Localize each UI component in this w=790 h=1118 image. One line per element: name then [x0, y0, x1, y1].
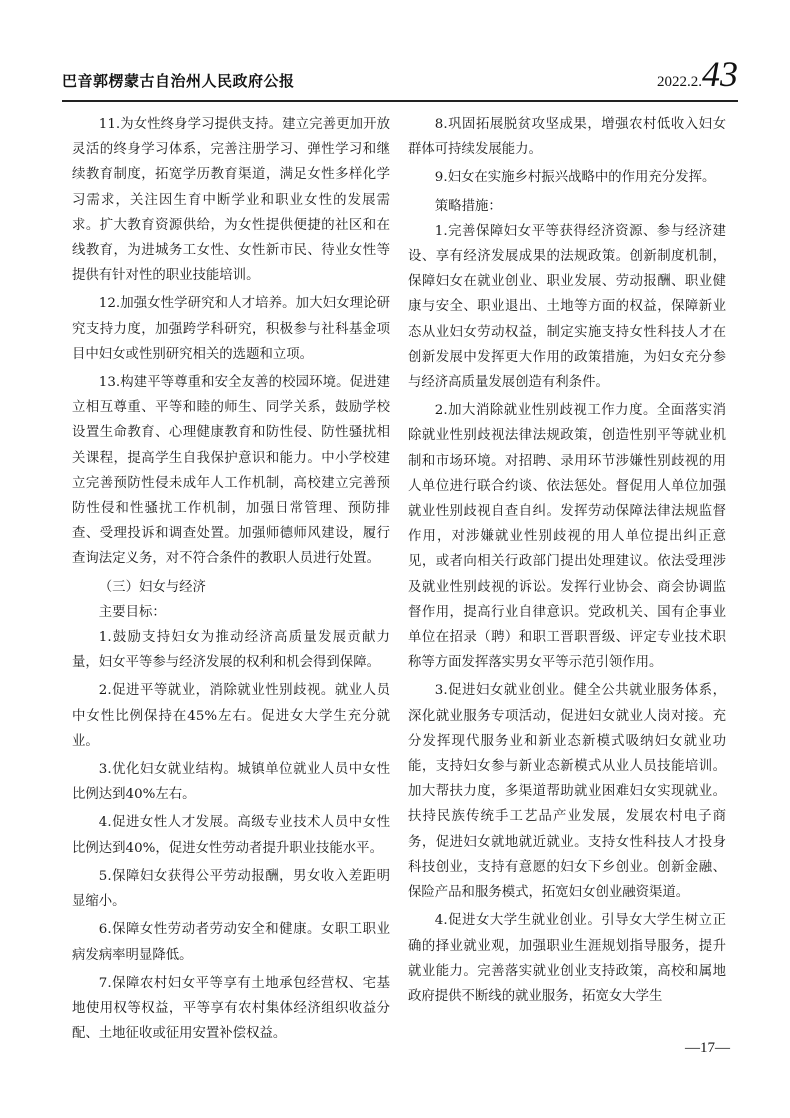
section-heading: （三）妇女与经济 — [98, 579, 206, 595]
issue-label — [657, 56, 738, 92]
paragraph: 1.鼓励支持妇女为推动经济高质量发展贡献力量，妇女平等参与经济发展的权利和机会得到保障。 — [72, 630, 390, 671]
publication-title: 巴音郭楞蒙古自治州人民政府公报 — [62, 72, 295, 90]
paragraph: 8.巩固拓展脱贫攻坚成果，增强农村低收入妇女群体可持续发展能力。 — [408, 117, 726, 158]
paragraph: 7.保障农村妇女平等享有土地承包经营权、宅基地使用权等权益，平等享有农村集体经济组织收益分配、土地征收或征用安置补偿权益。 — [72, 975, 390, 1042]
right-column — [408, 112, 726, 1012]
paragraph: 2.加大消除就业性别歧视工作力度。全面落实消除就业性别歧视法律法规政策，创造性别平等就业机制和市场环境。对招聘、录用环节涉嫌性别歧视的用人单位进行联合约谈、依法惩处。督促用人单位加强就业性别歧视自查自纠。发挥劳动保障法律法规监督作用，对涉嫌就业性别歧视的用人单位提出纠正意见，或者向相关行政部门提出处理建议。依法受理涉及就业性别歧视的诉讼。发挥行业协会、商会协调监督作用，提高行业自律意识。党政机关、国有企事业单位在招录（聘）和职工晋职晋级、评定专业技术职称等方面发挥落实男女平等示范引领作用。 — [408, 403, 726, 671]
paragraph: 12.加强女性学研究和人才培养。加大妇女理论研究支持力度，加强跨学科研究，积极参与社科基金项目中妇女或性别研究相关的选题和立项。 — [72, 296, 390, 362]
paragraph: 1.完善保障妇女平等获得经济资源、参与经济建设、享有经济发展成果的法规政策。创新制度机制，保障妇女在就业创业、职业发展、劳动报酬、职业健康与安全、职业退出、土地等方面的权益，保障新业态从业妇女劳动权益，制定实施支持女性科技人才在创新发展中发挥更大作用的政策措施，为妇女充分参与经济高质量发展创造有利条件。 — [408, 223, 726, 391]
paragraph: 3.促进妇女就业创业。健全公共就业服务体系，深化就业服务专项活动，促进妇女就业人岗对接。充分发挥现代服务业和新业态新模式吸纳妇女就业功能，支持妇女参与新业态新模式从业人员技能培训。加大帮扶力度，多渠道帮助就业困难妇女实现就业。扶持民族传统手工艺品产业发展，发展农村电子商务，促进妇女就地就近就业。支持女性科技人才投身科技创业，支持有意愿的妇女下乡创业。创新金融、保险产品和服务模式，拓宽妇女创业融资渠道。 — [408, 683, 726, 901]
paragraph: 2.促进平等就业，消除就业性别歧视。就业人员中女性比例保持在45%左右。促进女大学生充分就业。 — [72, 683, 390, 749]
paragraph: 5.保障妇女获得公平劳动报酬，男女收入差距明显缩小。 — [72, 868, 390, 910]
paragraph: 11.为女性终身学习提供支持。建立完善更加开放灵活的终身学习体系，完善注册学习、弹性学习和继续教育制度，拓宽学历教育渠道，满足女性多样化学习需求，关注因生育中断学业和职业女性的发展需求。扩大教育资源供给，为女性提供便捷的社区和在线教育，为进城务工女性、女性新市民、待业女性等提供有针对性的职业技能培训。 — [72, 117, 390, 284]
issue-date: 2022.2. — [657, 74, 702, 90]
subheading: 策略措施： — [434, 198, 502, 214]
paragraph: 13.构建平等尊重和安全友善的校园环境。促进建立相互尊重、平等和睦的师生、同学关系，鼓励学校设置生命教育、心理健康教育和防性侵、防性骚扰相关课程，提高学生自我保护意识和能力。中小学校建立完善预防性侵未成年人工作机制，高校建立完善预防性侵和性骚扰工作机制，加强日常管理、预防排查、受理投诉和调查处置。加强师德师风建设，履行查询法定义务，对不符合条件的教职人员进行处置。 — [72, 375, 390, 567]
paragraph: 6.保障女性劳动者劳动安全和健康。女职工职业病发病率明显降低。 — [72, 922, 390, 963]
header-divider — [62, 100, 738, 102]
page-number: —17— — [685, 1040, 730, 1056]
page-header — [62, 56, 738, 100]
left-column — [72, 112, 390, 1049]
paragraph: 3.优化妇女就业结构。城镇单位就业人员中女性比例达到40%左右。 — [72, 762, 390, 803]
issue-number: 43 — [702, 54, 738, 94]
subheading: 主要目标： — [98, 604, 166, 620]
paragraph: 4.促进女性人才发展。高级专业技术人员中女性比例达到40%，促进女性劳动者提升职业技能水平。 — [72, 815, 390, 856]
paragraph: 4.促进女大学生就业创业。引导女大学生树立正确的择业就业观，加强职业生涯规划指导服务，提升就业能力。完善落实就业创业支持政策，高校和属地政府提供不断线的就业服务，拓宽女大学生 — [408, 913, 726, 1004]
paragraph: 9.妇女在实施乡村振兴战略中的作用充分发挥。 — [434, 170, 716, 186]
